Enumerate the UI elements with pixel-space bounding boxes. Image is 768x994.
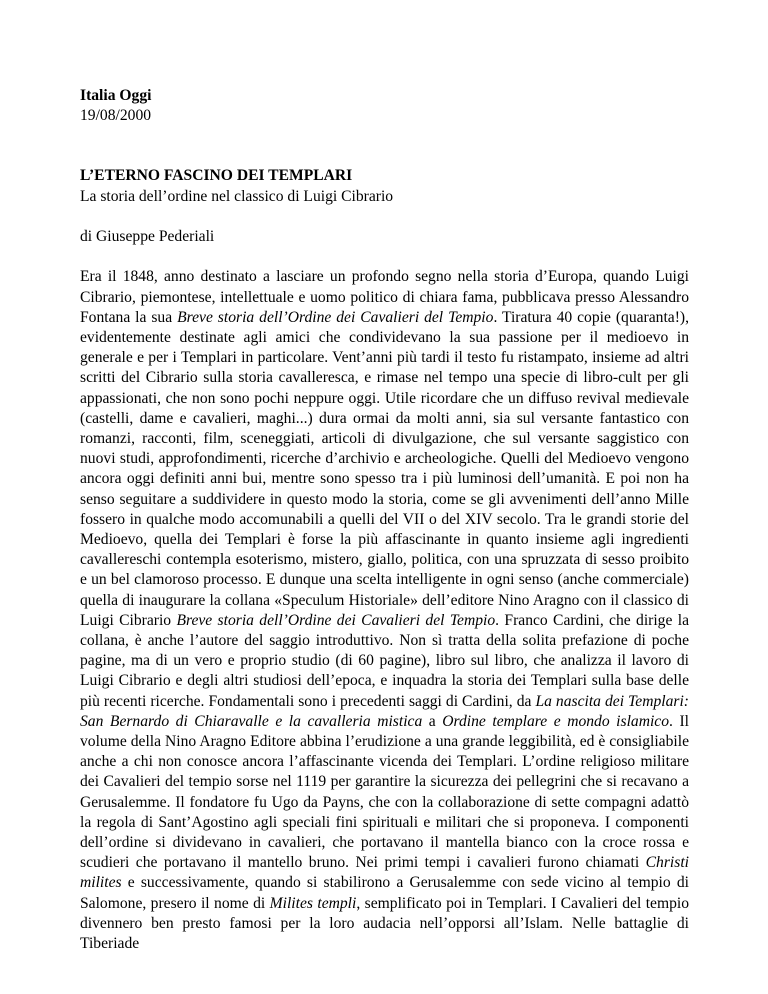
book-title: Breve storia dell’Ordine dei Cavalieri del Tempio — [176, 611, 496, 629]
book-title: Ordine templare e mondo islamico — [442, 712, 670, 730]
body-segment: . Il volume della Nino Aragno Editore abbina l’erudizione a una grande leggibilità, ed è consigliabile anche a chi non conosce ancora l’affascinante vicenda dei Templari. L’ordine religioso militare dei Cavalieri del tempio sorse nel 1119 per garantire la sicurezza dei pellegrini che si recavano a Gerusalemme. Il fondatore fu Ugo da Payns, che con la collaborazione di sette compagni adattò la regola di Sant’Agostino agli speciali fini spirituali e militari che si proponeva. I componenti dell’ordine si dividevano in cavalieri, che portavano il mantella bianco con la croce rossa e scudieri che portavano il mantello bruno. Nei primi tempi i cavalieri furono chiamati — [80, 712, 689, 872]
publication-name: Italia Oggi — [80, 87, 152, 104]
body-segment: a — [422, 712, 443, 730]
publication-date: 19/08/2000 — [80, 107, 152, 125]
book-title: La nascita dei Templari: San Bernardo di Chiaravalle e la cavalleria mistica — [80, 692, 689, 730]
body-segment: . Tiratura 40 copie (quaranta!), evidentemente destinate agli amici che condividevano la sua passione per il medioevo in generale e per i Templari in particolare. Vent’anni più tardi il testo fu ristampato, insieme ad altri scritti del Cibrario sulla storia cavalleresca, e rimase nel tempo una specie di libro-cult per gli appassionati, che non sono pochi neppure oggi. Utile ricordare che un diffuso revival medievale (castelli, dame e cavalieri, maghi...) dura ormai da molti anni, sia sul versante fantastico con romanzi, racconti, film, sceneggiati, articoli di divulgazione, che sul versante saggistico con nuovi studi, approfondimenti, ricerche d’archivio e archeologiche. Quelli del Medioevo vengono ancora oggi definiti anni bui, mentre sono spesso tra i più luminosi dell’umanità. E poi non ha senso seguitare a suddividere in questo modo la storia, come se gli avvenimenti dell’anno Mille fossero in qualche modo accomunabili a quelli del VII o del XIV secolo. Tra le grandi storie del Medioevo, quella dei Templari è forse la più affascinante in quanto insieme agli ingredienti cavallereschi contempla esoterismo, mistero, giallo, politica, con una spruzzata di sesso proibito e un bel clamoroso processo. E dunque una scelta intelligente in ogni senso (anche commerciale) quella di inaugurare la collana «Speculum Historiale» dell’editore Nino Aragno con il classico di Luigi Cibrario — [80, 308, 689, 629]
body-segment: Era il 1848, anno destinato a lasciare un profondo segno nella storia d’Europa, quando Luigi Cibrario, piemontese, intellettuale e uomo politico di chiara fama, pubblicava presso Alessandro Fontana la sua — [80, 268, 689, 326]
body-segment: e successivamente, quando si stabilirono a Gerusalemme con sede vicino al tempio di Salomone, presero il nome di — [80, 874, 689, 912]
latin-term: Christi milites — [80, 854, 689, 892]
article-title: L’ETERNO FASCINO DEI TEMPLARI — [80, 167, 353, 185]
article-byline: di Giuseppe Pederiali — [80, 228, 215, 245]
body-segment: . Franco Cardini, che dirige la collana, è anche l’autore del saggio introduttivo. Non sì tratta della solita prefazione di poche pagine, ma di un vero e proprio studio (di 60 pagine), libro sul libro, che analizza il lavoro di Luigi Cibrario e degli altri studiosi dell’epoca, e inquadra la storia dei Templari sulla base delle più recenti ricerche. Fondamentali sono i precedenti saggi di Cardini, da — [80, 611, 689, 710]
document-page — [80, 86, 689, 954]
article-body — [80, 267, 689, 954]
book-title: Breve storia dell’Ordine dei Cavalieri del Tempio — [177, 308, 494, 326]
body-segment: , semplificato poi in Templari. I Cavalieri del tempio divennero ben presto famosi per la loro audacia nell’opporsi all’Islam. Nelle battaglie di Tiberiade — [80, 894, 690, 953]
latin-term: Milites templi — [269, 894, 357, 912]
article-subtitle: La storia dell’ordine nel classico di Luigi Cibrario — [80, 187, 394, 205]
